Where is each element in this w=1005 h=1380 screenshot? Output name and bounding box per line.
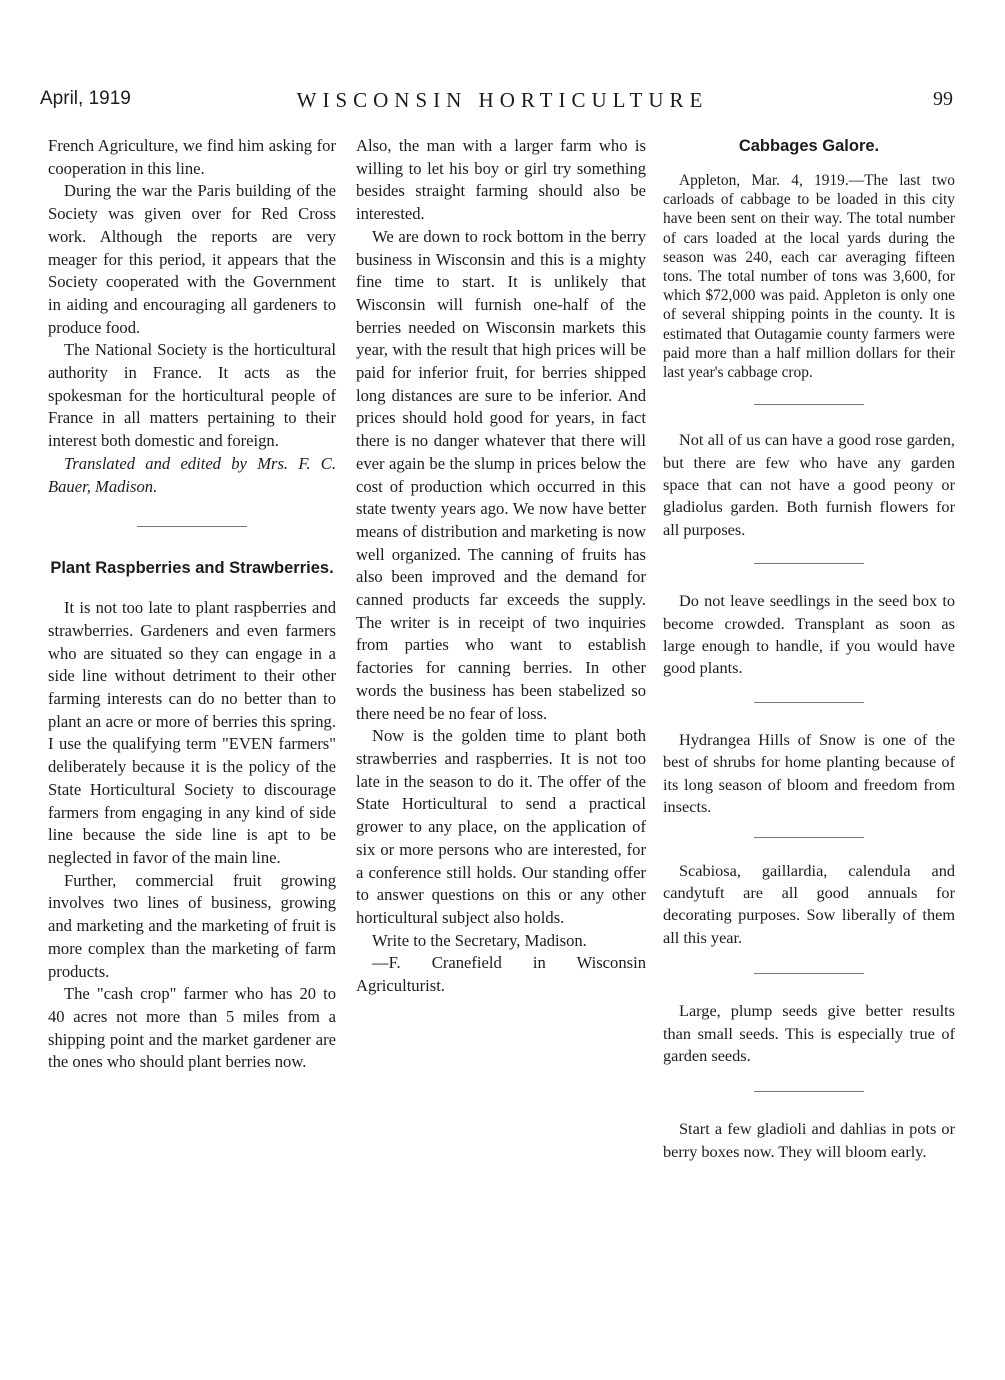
article-continuation-paragraph: Also, the man with a larger farm who is willing to let his boy or girl try something besides straight farming should also be interested. [356, 136, 646, 224]
note-seedlings: Do not leave seedlings in the seed box to become crowded. Transplant as soon as large enough to handle, if you would have good plants. [663, 591, 955, 678]
note-gladioli: Start a few gladioli and dahlias in pots or berry boxes now. They will bloom early. [663, 1119, 955, 1161]
article-paragraph: We are down to rock bottom in the berry business in Wisconsin and this is a mighty fine time to start. It is unlikely that Wisconsin will furnish one-half of the berries needed on Wisconsin markets this year, with the result that high prices will be paid for inferior fruit, for berries shipped long distances are sure to be inferior. And prices should hold good for years, in fact there is no danger whatever that there will ever again be the slump in prices below the cost of production which occurred in this state twenty years ago. We now have better means of distribution and marketing is now well organized. The canning of fruits has also been improved and the demand for canned products far exceeds the supply. The writer is in receipt of two inquiries from parties who want to establish factories for canning berries. In other words the business has been stabelized so there need be no fear of loss. [356, 226, 646, 723]
article-heading-raspberries: Plant Raspberries and Strawberries. [50, 559, 334, 578]
page-number: 99 [933, 88, 953, 110]
article-paragraph: During the war the Paris building of the Society was given over for Red Cross work. Although the reports are very meager for this period, it appears that the Society cooperated with the Government in aiding and encouraging all gardeners to produce food. [48, 181, 336, 337]
column-right [663, 135, 955, 1163]
journal-title: WISCONSIN HORTICULTURE [296, 88, 709, 112]
article-paragraph: Write to the Secretary, Madison. [372, 930, 587, 950]
article-continuation-paragraph: French Agriculture, we find him asking for cooperation in this line. [48, 136, 336, 178]
article-paragraph: Now is the golden time to plant both strawberries and raspberries. It is not too late in the season to do it. The offer of the State Horticultural to send a practical grower to any place, on the application of six or more persons who are interested, for a conference still holds. Our standing offer to answer questions on this or any other horticultural subject also holds. [356, 726, 646, 927]
section-divider [754, 563, 864, 564]
note-seeds: Large, plump seeds give better results than small seeds. This is especially true of garden seeds. [663, 1001, 955, 1065]
translator-byline: Translated and edited by Mrs. F. C. Bauer, Madison. [48, 453, 336, 496]
column-left [48, 135, 336, 1074]
article-attribution: —F. Cranefield in Wisconsin Agriculturist. [356, 953, 646, 996]
section-divider [754, 837, 864, 838]
article-heading-cabbages: Cabbages Galore. [738, 137, 880, 155]
article-paragraph: The "cash crop" farmer who has 20 to 40 acres not more than 5 miles from a shipping point and the market gardener are the ones who should plant berries now. [48, 984, 336, 1072]
note-rose-garden: Not all of us can have a good rose garden, but there are few who have any garden space that can not have a good peony or gladiolus garden. Both furnish flowers for all purposes. [663, 430, 955, 539]
cabbage-news-paragraph: Appleton, Mar. 4, 1919.—The last two carloads of cabbage to be loaded in this city have been sent on their way. The total number of cars loaded at the local yards during the season was 240, each car averaging fifteen tons. The total number of tons was 3,600, for which $72,000 was paid. Appleton is only one of several shipping points in the county. It is estimated that Outagamie county farmers were paid more than a half million dollars for their last year's cabbage crop. [663, 172, 955, 382]
note-annuals: Scabiosa, gaillardia, calendula and candytuft are all good annuals for decorating purposes. Sow liberally of them all this year. [663, 860, 955, 947]
issue-date: April, 1919 [40, 88, 131, 109]
section-divider [137, 526, 247, 527]
article-paragraph: Further, commercial fruit growing involves two lines of business, growing and marketing and the marketing of fruit is more complex than the marketing of farm products. [48, 870, 336, 981]
section-divider [754, 1091, 864, 1092]
section-divider [754, 702, 864, 703]
note-hydrangea: Hydrangea Hills of Snow is one of the best of shrubs for home planting because of its long season of bloom and freedom from insects. [663, 729, 955, 817]
page-header [0, 88, 1005, 118]
column-middle [356, 135, 646, 998]
article-paragraph: It is not too late to plant raspberries and strawberries. Gardeners and even farmers who are situated so they can engage in a side line without detriment to their other farming interests can do no better than to plant an acre or more of berries this spring. I use the qualifying term "EVEN farmers" deliberately because it is the policy of the State Horticultural Society to discourage farmers from engaging in any kind of side line because the side line is apt to be neglected in favor of the main line. [48, 598, 336, 867]
section-divider [754, 973, 864, 974]
section-divider [754, 404, 864, 405]
article-paragraph: The National Society is the horticultural authority in France. It acts as the spokesman for the horticultural people of France in all matters pertaining to their interest both domestic and foreign. [48, 340, 336, 451]
